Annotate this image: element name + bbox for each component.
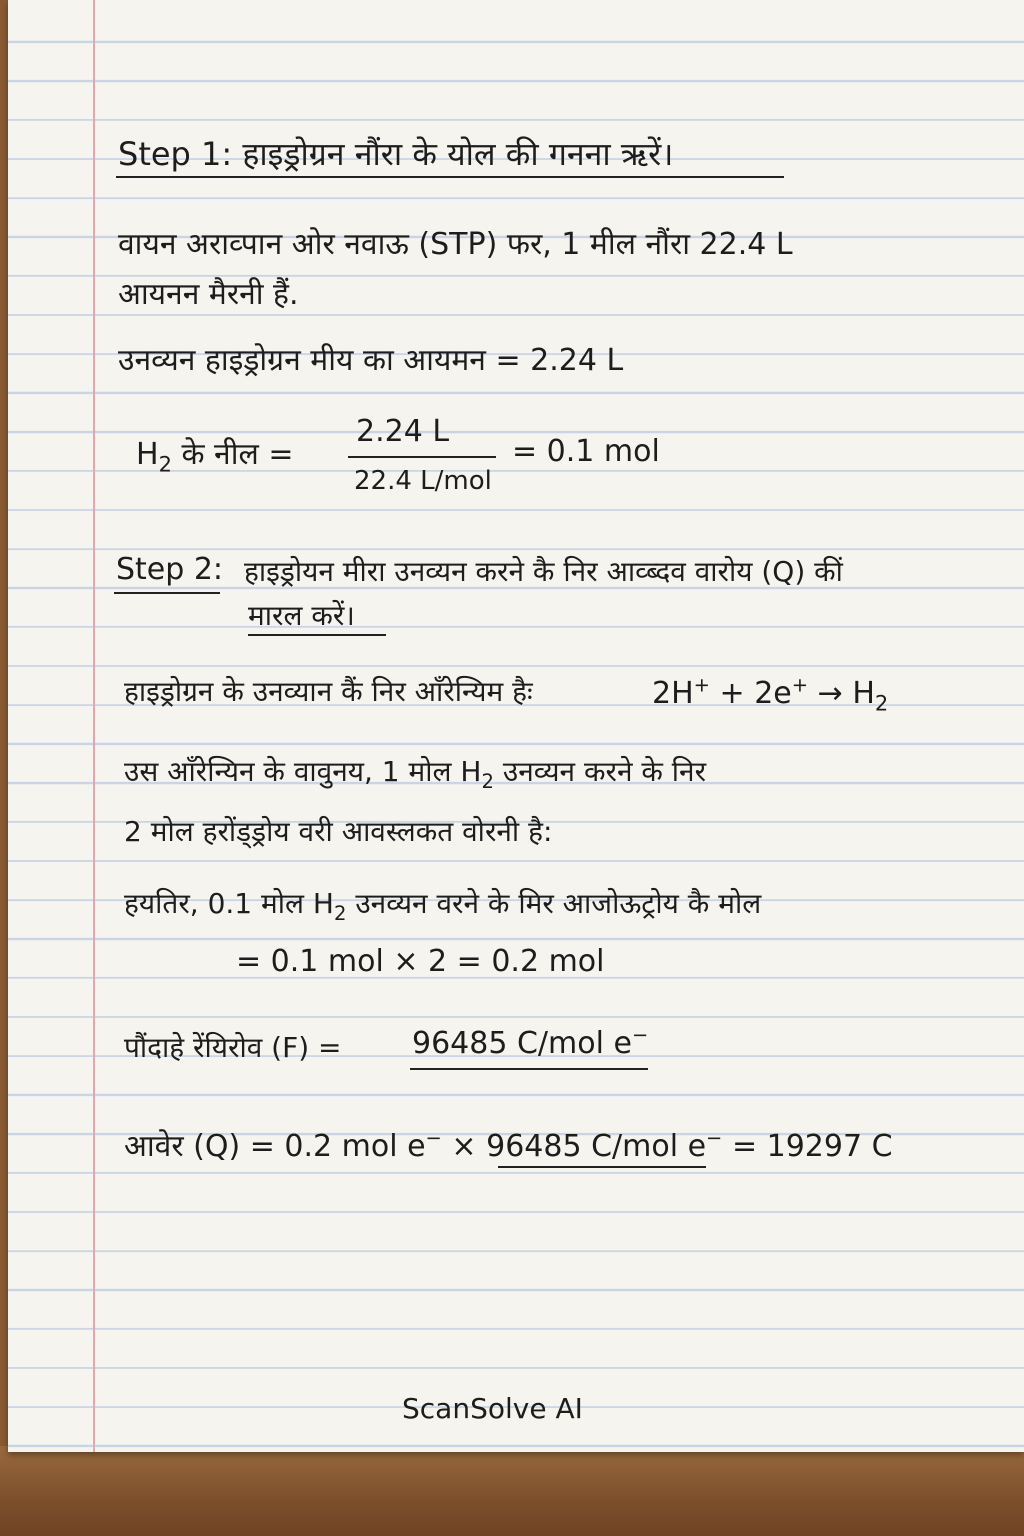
calc-line-1 — [124, 884, 762, 925]
step1-title: हाइड्रोग्रन नौंरा के योल की गनना ऋरें। — [242, 135, 674, 173]
h-ion-charge: + — [693, 673, 710, 697]
charge-underline — [498, 1166, 706, 1168]
moles-label: के नील — [181, 437, 259, 472]
reaction-text: हाइड्रोग्रन के उनव्यान कैं निर आँरेन्यिम हैः — [124, 675, 533, 708]
electron-charge: + — [791, 673, 809, 697]
step1-label: Step 1: — [118, 135, 233, 173]
times-sign: × — [451, 1129, 477, 1164]
step2-title-underline — [248, 634, 386, 636]
faraday-underline — [410, 1068, 648, 1070]
reaction-arrow: → H — [817, 676, 875, 711]
ratio-line-2: 2 मोल हरोंड्ड्रोय वरी आवस्लकत वोरनी है: — [124, 815, 553, 848]
charge-line — [124, 1124, 893, 1165]
step1-underline — [116, 176, 784, 178]
faraday-lhs: पौंदाहे रेंयिरोव (F) = — [124, 1031, 342, 1064]
electrons: + 2e — [719, 676, 792, 711]
reaction-equation — [652, 673, 889, 716]
faraday-electron-sign: − — [631, 1023, 649, 1047]
scansolve-brand: ScanSolve AI — [402, 1392, 583, 1425]
notebook-page — [8, 0, 1024, 1452]
ratio-line-1-b: उनव्यन करने के निर — [502, 755, 707, 788]
step2-title-line2: मारल करें। — [248, 599, 355, 632]
ratio-line-1-a: उस आँरेन्यिन के वावुनय, 1 मोल H — [124, 755, 482, 788]
step2-label: Step 2: — [116, 552, 224, 587]
h2-subscript: 2 — [158, 452, 172, 477]
h-ion: 2H — [652, 676, 694, 711]
step1-heading — [118, 132, 673, 175]
charge-electron-sign-2: − — [706, 1126, 723, 1150]
charge-result: = 19297 C — [731, 1129, 893, 1164]
fraction-denominator: 22.4 L/mol — [354, 466, 492, 496]
charge-electron-sign-1: − — [425, 1126, 442, 1150]
ratio-line-1 — [124, 752, 707, 793]
ratio-line-1-subscript: 2 — [481, 769, 494, 793]
stp-line-1: वायन अराव्पान ओर नवाऊ (STP) फर, 1 मील नौंरा 22.4 L — [118, 227, 793, 262]
calc-line-1-b: उनव्यन वरने के मिर आजोऊट्रोय कै मोल — [355, 887, 762, 920]
step2-label-underline — [114, 592, 220, 594]
h2-product-subscript: 2 — [874, 691, 889, 716]
calc-line-1-subscript: 2 — [333, 901, 347, 925]
charge-lhs: आवेर (Q) = 0.2 mol e — [124, 1129, 426, 1164]
calc-line-1-a: हयतिर, 0.1 मोल H — [124, 887, 334, 920]
h2-symbol: H — [136, 437, 159, 472]
equals-sign: = — [268, 437, 294, 472]
volume-line: उनव्यन हाइड्रोग्रन मीय का आयमन = 2.24 L — [118, 343, 624, 378]
margin-line — [93, 0, 95, 1452]
faraday-value — [412, 1023, 649, 1061]
wooden-table — [0, 1446, 1024, 1536]
step2-title-line1: हाइड्रोयन मीरा उनव्यन करने कै निर आव्ब्दव वारोय (Q) कीं — [244, 555, 843, 588]
moles-result: = 0.1 mol — [512, 434, 660, 469]
moles-lhs — [136, 432, 294, 477]
faraday-number: 96485 C/mol e — [412, 1026, 632, 1061]
fraction-bar — [348, 456, 496, 458]
stp-line-2: आयनन मैरनी हैं. — [118, 277, 299, 312]
charge-faraday-value: 96485 C/mol e — [486, 1129, 707, 1164]
calc-line-2: = 0.1 mol × 2 = 0.2 mol — [236, 944, 605, 979]
fraction-numerator: 2.24 L — [356, 414, 450, 449]
